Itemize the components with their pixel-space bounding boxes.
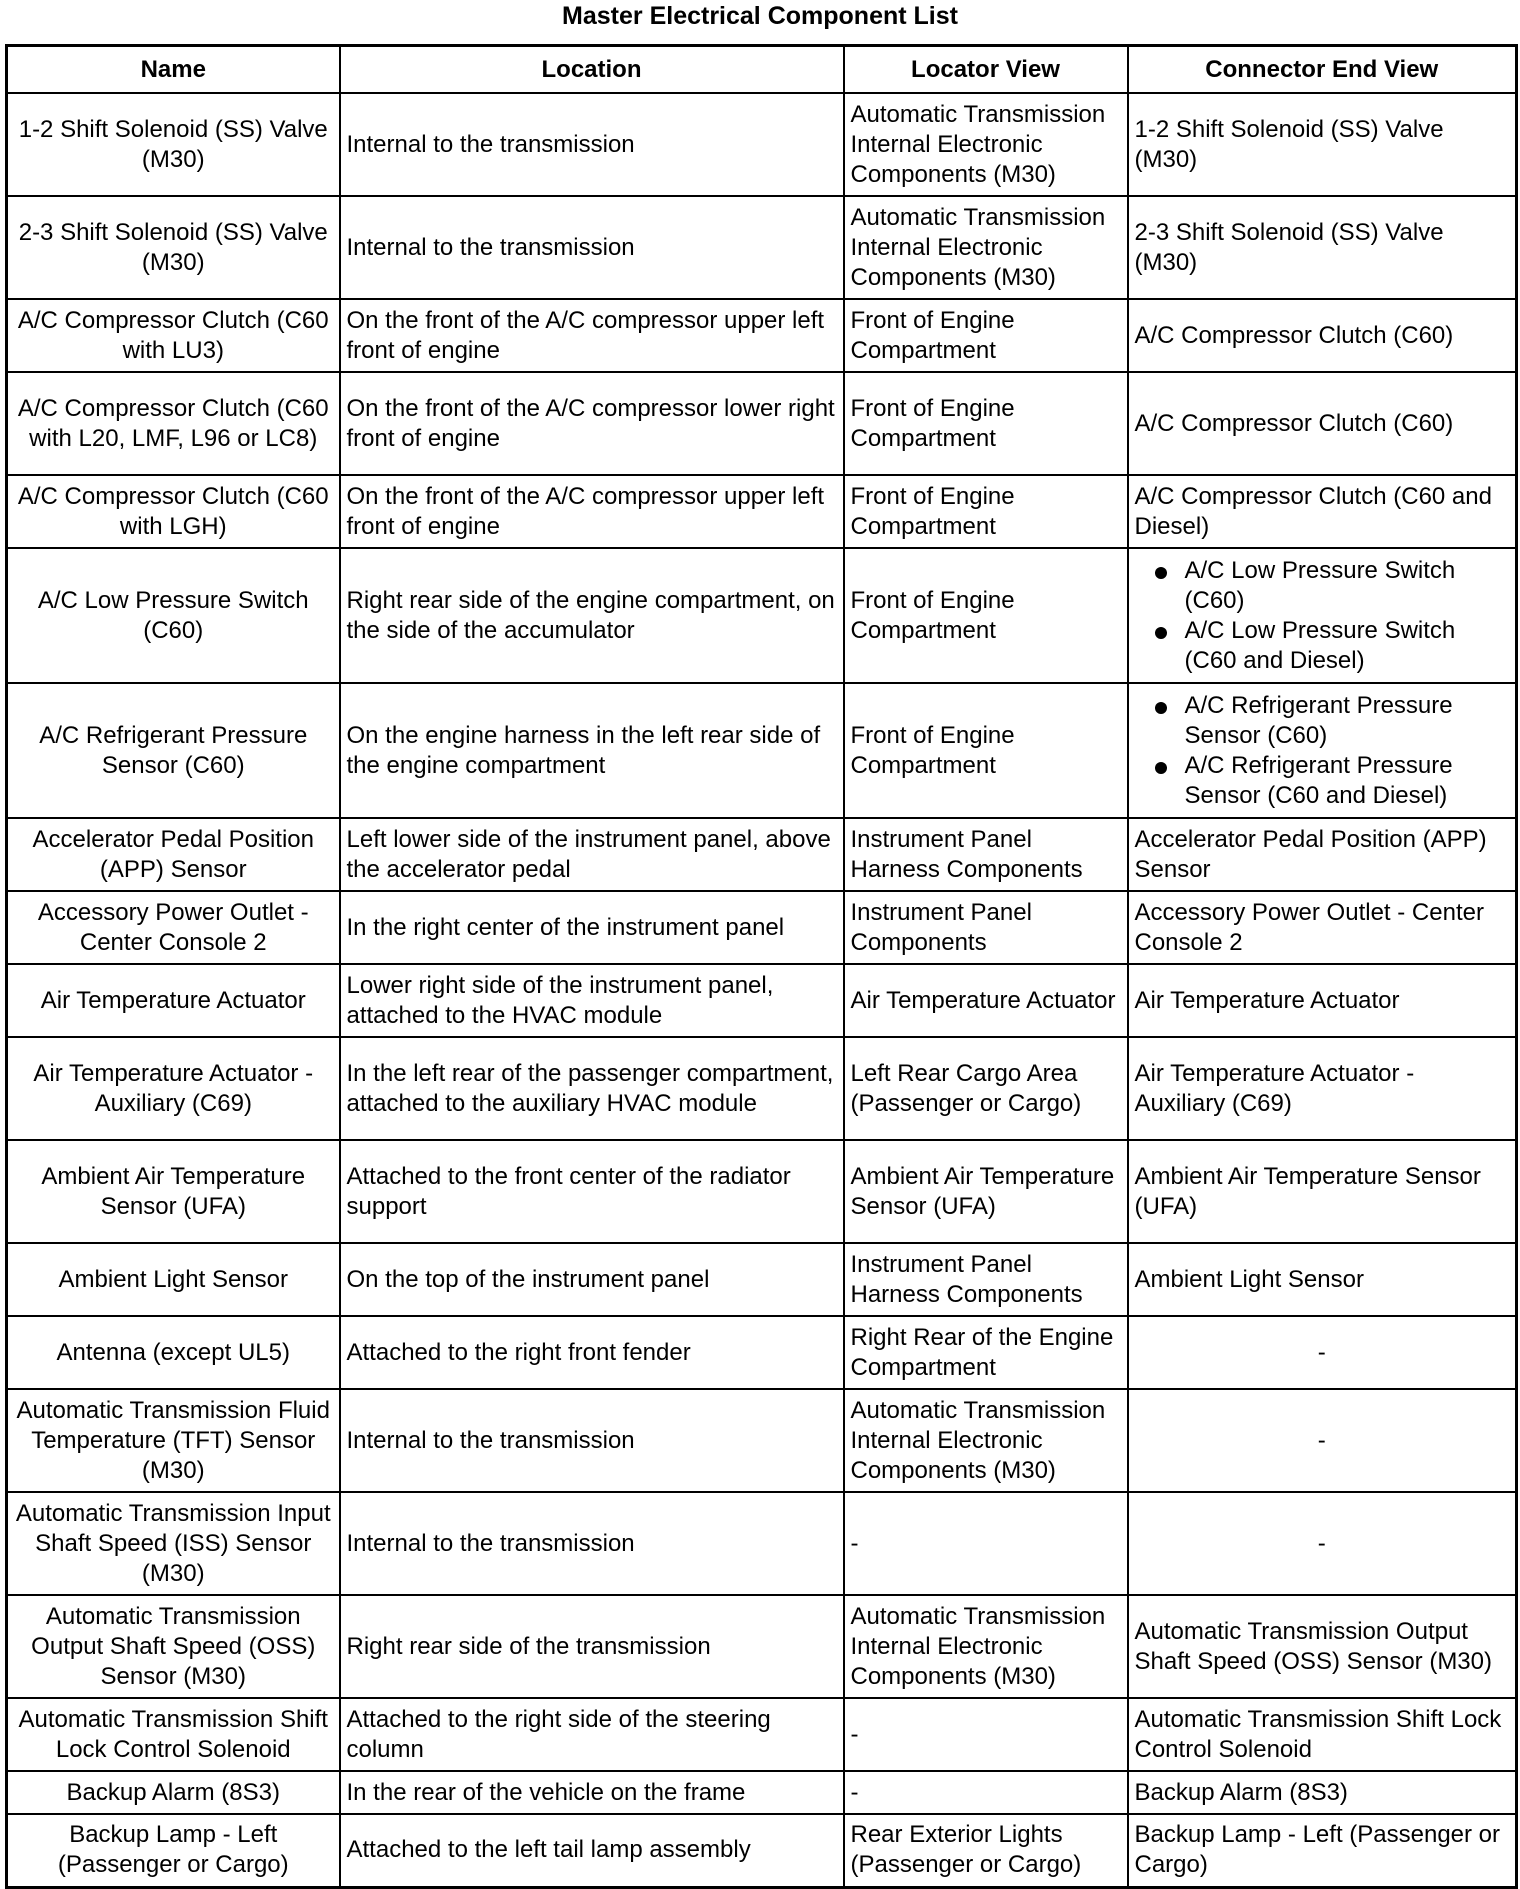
column-header-locator-view: Locator View: [844, 46, 1128, 94]
table-row: [7, 1037, 1517, 1140]
component-name-cell: A/C Compressor Clutch (C60 with LU3): [7, 299, 340, 372]
locator-view-cell: Instrument Panel Harness Components: [844, 1243, 1128, 1316]
connector-end-view-cell: -: [1128, 1389, 1517, 1492]
component-name-cell: 1-2 Shift Solenoid (SS) Valve (M30): [7, 93, 340, 196]
component-name-cell: Air Temperature Actuator - Auxiliary (C69): [7, 1037, 340, 1140]
connector-end-view-cell: A/C Compressor Clutch (C60 and Diesel): [1128, 475, 1517, 548]
locator-view-cell: Rear Exterior Lights (Passenger or Cargo): [844, 1814, 1128, 1887]
location-cell: Right rear side of the transmission: [340, 1595, 844, 1698]
component-name-cell: Backup Alarm (8S3): [7, 1771, 340, 1814]
locator-view-cell: Instrument Panel Components: [844, 891, 1128, 964]
column-header-location: Location: [340, 46, 844, 94]
connector-end-view-cell: Backup Lamp - Left (Passenger or Cargo): [1128, 1814, 1517, 1887]
table-row: [7, 818, 1517, 891]
table-row: [7, 196, 1517, 299]
component-name-cell: 2-3 Shift Solenoid (SS) Valve (M30): [7, 196, 340, 299]
connector-end-view-cell: Air Temperature Actuator: [1128, 964, 1517, 1037]
locator-view-cell: -: [844, 1492, 1128, 1595]
table-row: [7, 964, 1517, 1037]
location-cell: Internal to the transmission: [340, 1389, 844, 1492]
location-cell: Lower right side of the instrument panel, attached to the HVAC module: [340, 964, 844, 1037]
table-row: [7, 683, 1517, 818]
locator-view-cell: Automatic Transmission Internal Electronic Components (M30): [844, 93, 1128, 196]
component-name-cell: Automatic Transmission Output Shaft Speed (OSS) Sensor (M30): [7, 1595, 340, 1698]
connector-end-view-cell: [1128, 548, 1517, 683]
connector-end-view-cell: A/C Compressor Clutch (C60): [1128, 299, 1517, 372]
connector-end-view-cell: 2-3 Shift Solenoid (SS) Valve (M30): [1128, 196, 1517, 299]
component-name-cell: A/C Compressor Clutch (C60 with LGH): [7, 475, 340, 548]
column-header-connector-end-view: Connector End View: [1128, 46, 1517, 94]
table-row: [7, 1140, 1517, 1243]
table-row: [7, 1698, 1517, 1771]
component-name-cell: Ambient Air Temperature Sensor (UFA): [7, 1140, 340, 1243]
component-name-cell: Automatic Transmission Shift Lock Control Solenoid: [7, 1698, 340, 1771]
table-row: [7, 475, 1517, 548]
connector-end-view-cell: -: [1128, 1492, 1517, 1595]
table-row: [7, 1492, 1517, 1595]
connector-end-view-cell: Air Temperature Actuator - Auxiliary (C69): [1128, 1037, 1517, 1140]
connector-end-view-cell: Accelerator Pedal Position (APP) Sensor: [1128, 818, 1517, 891]
component-name-cell: A/C Refrigerant Pressure Sensor (C60): [7, 683, 340, 818]
connector-end-view-cell: 1-2 Shift Solenoid (SS) Valve (M30): [1128, 93, 1517, 196]
connector-end-view-cell: -: [1128, 1316, 1517, 1389]
connector-bullet-item: A/C Low Pressure Switch (C60 and Diesel): [1135, 616, 1510, 676]
table-row: [7, 299, 1517, 372]
locator-view-cell: Front of Engine Compartment: [844, 475, 1128, 548]
location-cell: Left lower side of the instrument panel, above the accelerator pedal: [340, 818, 844, 891]
connector-end-view-cell: [1128, 683, 1517, 818]
table-body: [7, 93, 1517, 1887]
location-cell: Internal to the transmission: [340, 1492, 844, 1595]
location-cell: Attached to the left tail lamp assembly: [340, 1814, 844, 1887]
component-name-cell: Accessory Power Outlet - Center Console 2: [7, 891, 340, 964]
table-row: [7, 1814, 1517, 1887]
component-name-cell: Antenna (except UL5): [7, 1316, 340, 1389]
table-row: [7, 1771, 1517, 1814]
locator-view-cell: Automatic Transmission Internal Electronic Components (M30): [844, 1389, 1128, 1492]
connector-end-view-cell: Automatic Transmission Shift Lock Control Solenoid: [1128, 1698, 1517, 1771]
locator-view-cell: Front of Engine Compartment: [844, 548, 1128, 683]
location-cell: Attached to the right side of the steering column: [340, 1698, 844, 1771]
connector-end-view-cell: Backup Alarm (8S3): [1128, 1771, 1517, 1814]
table-row: [7, 1316, 1517, 1389]
table-row: [7, 93, 1517, 196]
table-row: [7, 891, 1517, 964]
component-name-cell: Automatic Transmission Input Shaft Speed (ISS) Sensor (M30): [7, 1492, 340, 1595]
locator-view-cell: Front of Engine Compartment: [844, 372, 1128, 475]
table-row: [7, 1595, 1517, 1698]
location-cell: In the right center of the instrument panel: [340, 891, 844, 964]
location-cell: In the rear of the vehicle on the frame: [340, 1771, 844, 1814]
location-cell: On the top of the instrument panel: [340, 1243, 844, 1316]
location-cell: On the front of the A/C compressor upper left front of engine: [340, 299, 844, 372]
component-name-cell: Automatic Transmission Fluid Temperature (TFT) Sensor (M30): [7, 1389, 340, 1492]
component-name-cell: Backup Lamp - Left (Passenger or Cargo): [7, 1814, 340, 1887]
locator-view-cell: Instrument Panel Harness Components: [844, 818, 1128, 891]
locator-view-cell: Front of Engine Compartment: [844, 683, 1128, 818]
connector-bullet-list: [1135, 691, 1510, 811]
table-row: [7, 1389, 1517, 1492]
connector-bullet-item: A/C Refrigerant Pressure Sensor (C60): [1135, 691, 1510, 751]
component-name-cell: Accelerator Pedal Position (APP) Sensor: [7, 818, 340, 891]
table-header-row: [7, 46, 1517, 94]
table-row: [7, 1243, 1517, 1316]
location-cell: Right rear side of the engine compartment, on the side of the accumulator: [340, 548, 844, 683]
locator-view-cell: Right Rear of the Engine Compartment: [844, 1316, 1128, 1389]
location-cell: Internal to the transmission: [340, 196, 844, 299]
location-cell: Attached to the front center of the radiator support: [340, 1140, 844, 1243]
connector-end-view-cell: Ambient Air Temperature Sensor (UFA): [1128, 1140, 1517, 1243]
connector-bullet-item: A/C Refrigerant Pressure Sensor (C60 and Diesel): [1135, 751, 1510, 811]
connector-bullet-list: [1135, 556, 1510, 676]
connector-end-view-cell: Automatic Transmission Output Shaft Speed (OSS) Sensor (M30): [1128, 1595, 1517, 1698]
locator-view-cell: Automatic Transmission Internal Electronic Components (M30): [844, 196, 1128, 299]
page-title: Master Electrical Component List: [562, 2, 958, 30]
locator-view-cell: Ambient Air Temperature Sensor (UFA): [844, 1140, 1128, 1243]
location-cell: Internal to the transmission: [340, 93, 844, 196]
component-name-cell: A/C Compressor Clutch (C60 with L20, LMF, L96 or LC8): [7, 372, 340, 475]
component-table: [5, 44, 1518, 1889]
component-name-cell: Ambient Light Sensor: [7, 1243, 340, 1316]
locator-view-cell: Front of Engine Compartment: [844, 299, 1128, 372]
location-cell: In the left rear of the passenger compartment, attached to the auxiliary HVAC module: [340, 1037, 844, 1140]
column-header-name: Name: [7, 46, 340, 94]
connector-end-view-cell: A/C Compressor Clutch (C60): [1128, 372, 1517, 475]
locator-view-cell: Left Rear Cargo Area (Passenger or Cargo): [844, 1037, 1128, 1140]
table-row: [7, 372, 1517, 475]
connector-end-view-cell: Ambient Light Sensor: [1128, 1243, 1517, 1316]
component-name-cell: A/C Low Pressure Switch (C60): [7, 548, 340, 683]
location-cell: Attached to the right front fender: [340, 1316, 844, 1389]
locator-view-cell: Air Temperature Actuator: [844, 964, 1128, 1037]
connector-end-view-cell: Accessory Power Outlet - Center Console 2: [1128, 891, 1517, 964]
locator-view-cell: -: [844, 1771, 1128, 1814]
locator-view-cell: Automatic Transmission Internal Electronic Components (M30): [844, 1595, 1128, 1698]
connector-bullet-item: A/C Low Pressure Switch (C60): [1135, 556, 1510, 616]
location-cell: On the engine harness in the left rear side of the engine compartment: [340, 683, 844, 818]
locator-view-cell: -: [844, 1698, 1128, 1771]
table-row: [7, 548, 1517, 683]
location-cell: On the front of the A/C compressor lower right front of engine: [340, 372, 844, 475]
location-cell: On the front of the A/C compressor upper left front of engine: [340, 475, 844, 548]
component-name-cell: Air Temperature Actuator: [7, 964, 340, 1037]
